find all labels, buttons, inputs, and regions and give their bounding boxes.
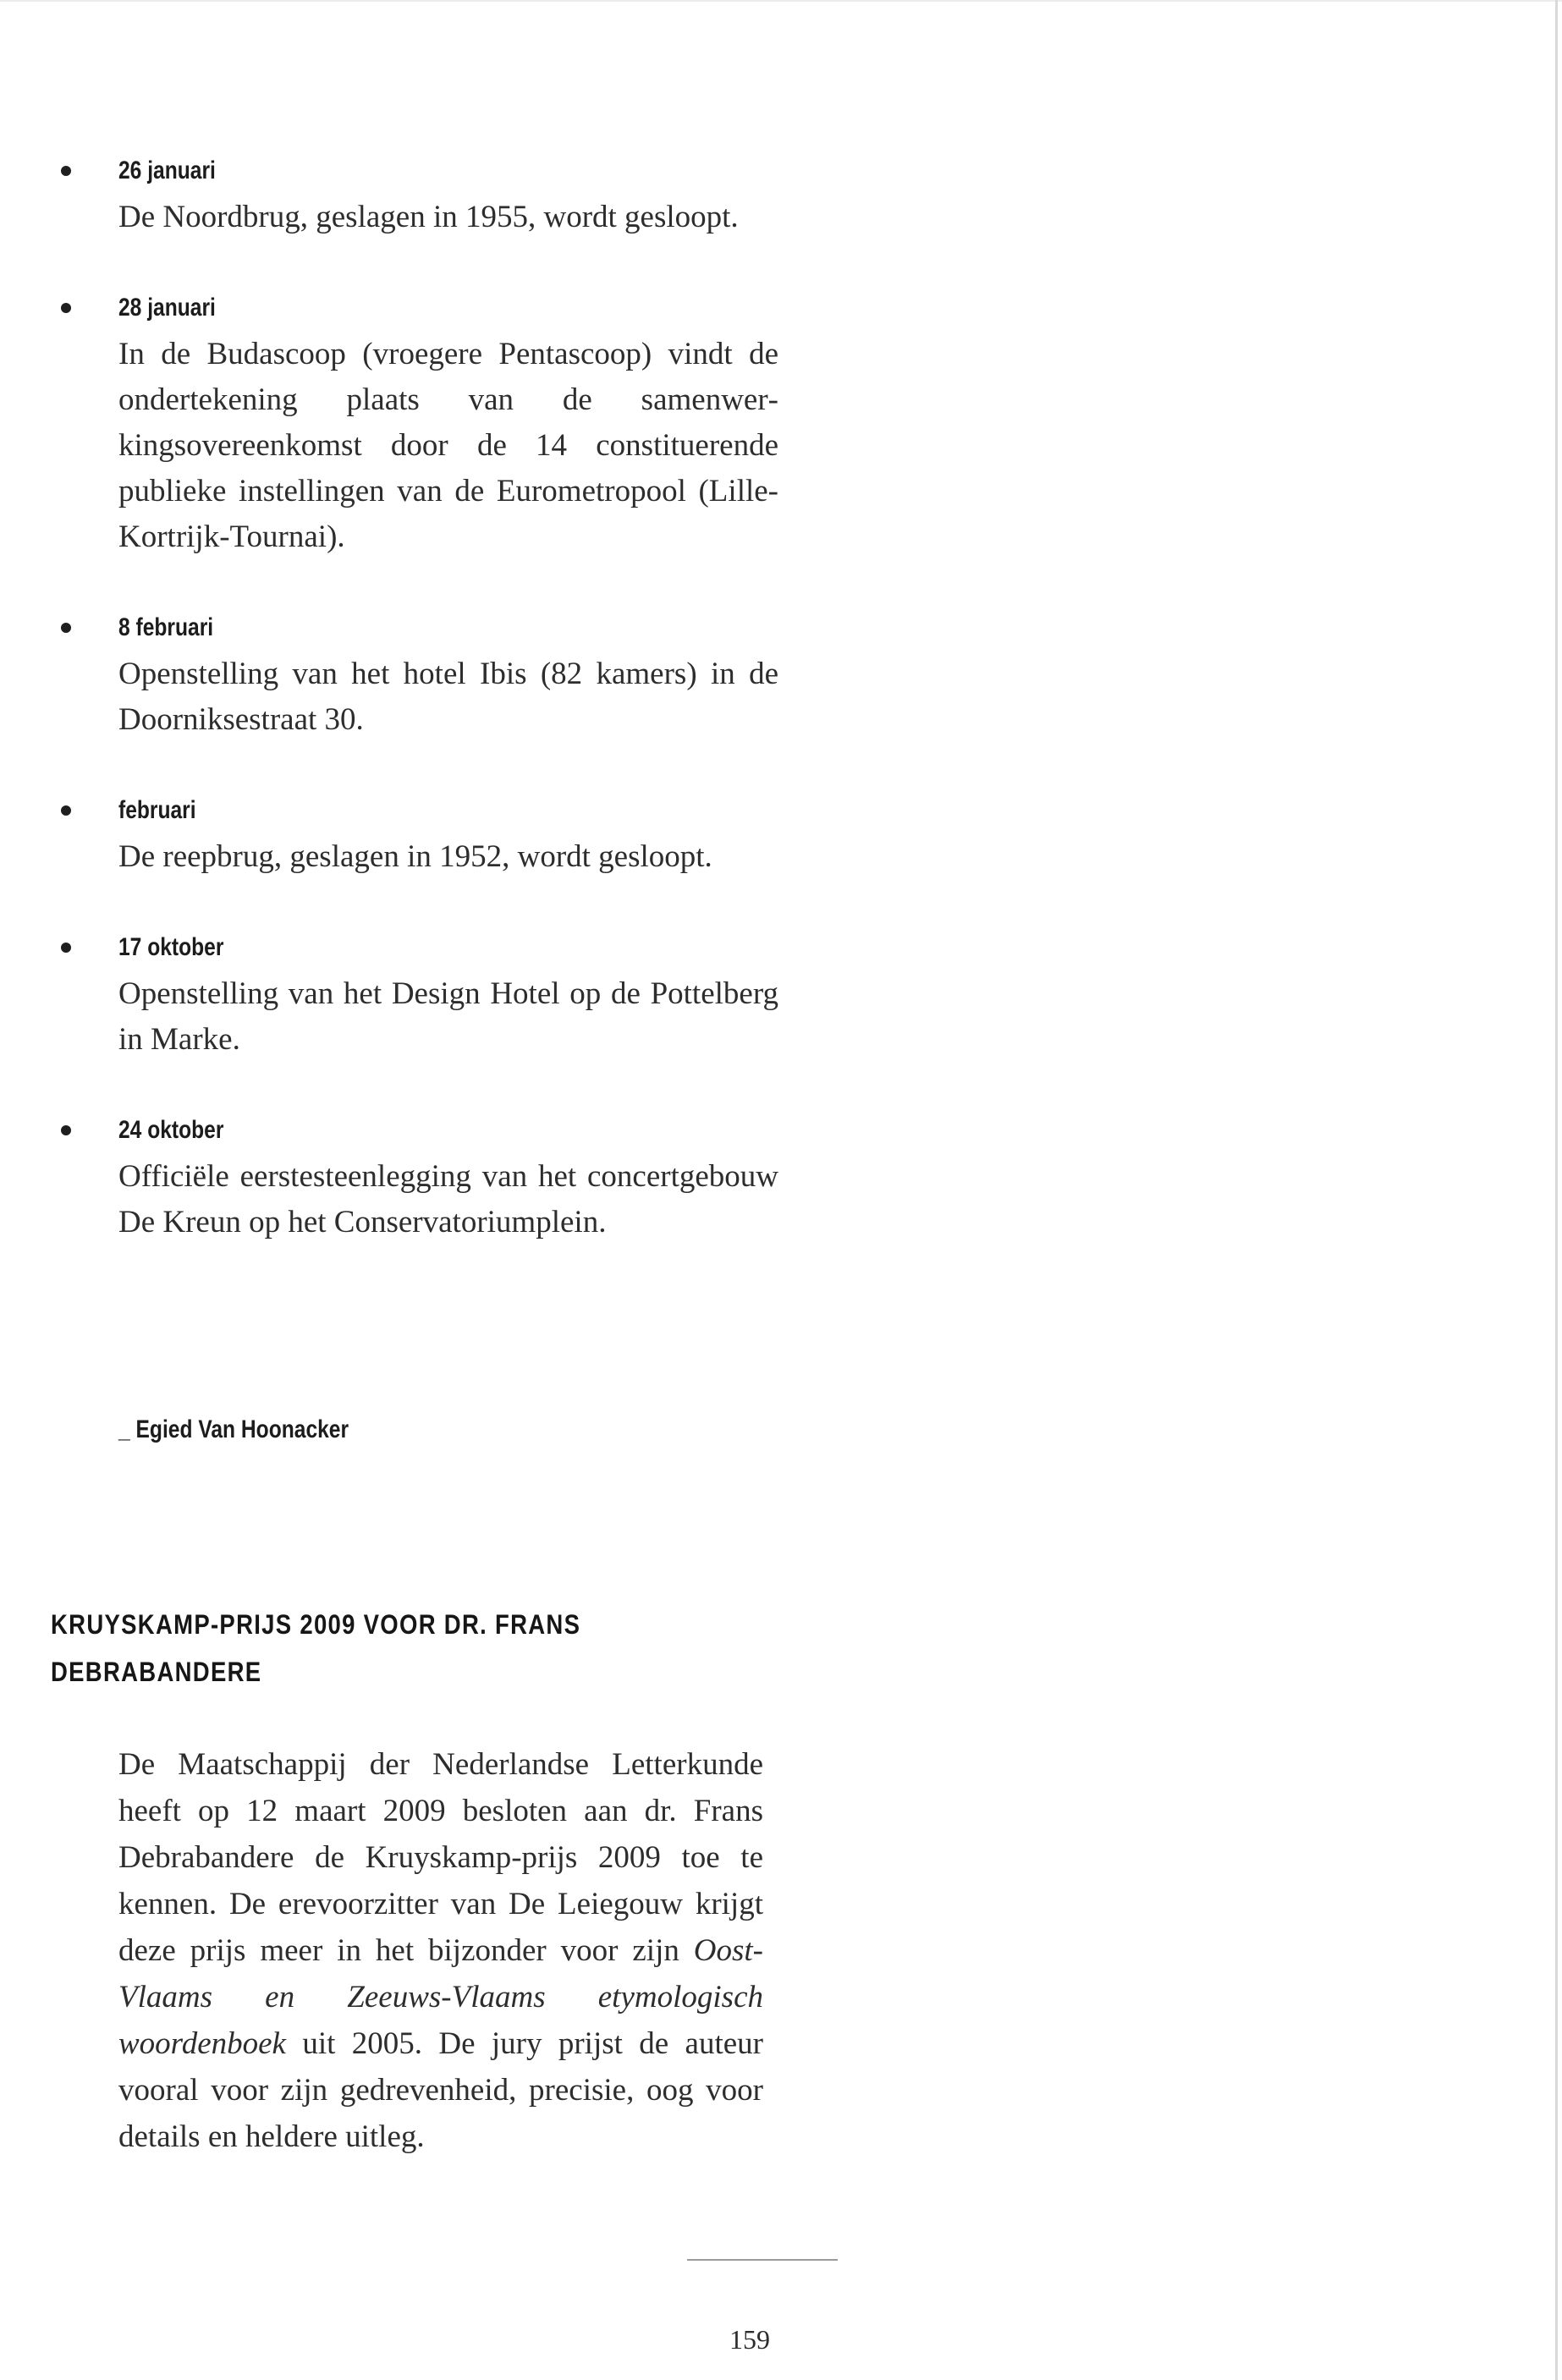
chronicle-entry [51,609,778,743]
article-heading [51,1601,812,1696]
entry-date: 24 oktober [118,1116,224,1144]
entry-date: 17 oktober [118,933,224,961]
entry-date: 26 januari [118,157,216,184]
chronicle-entry [51,152,778,240]
page-right-edge [1555,0,1558,2380]
entry-date: februari [118,796,196,824]
page-top-edge [0,0,1562,2]
footer-rule [687,2259,838,2261]
article-heading-line: DEBRABANDERE [51,1657,262,1687]
bullet-icon [61,303,71,313]
entry-date: 28 januari [118,294,216,322]
article-body-text: uit 2005. De jury prijst de auteur vooral voor zijn gedrevenheid, precisie, oog voor details en heldere uitleg. [118,2026,763,2154]
article-heading-line: KRUYSKAMP-PRIJS 2009 VOOR DR. FRANS [51,1609,581,1640]
chronicle-entry [51,929,778,1063]
book-title: Oost-Vlaams en Zeeuws-Vlaams etymologisch woordenboek [118,1933,763,2061]
bullet-icon [61,943,71,953]
entry-text: Openstelling van het hotel Ibis (82 kamers) in de Doorniksestraat 30. [118,657,778,737]
article-body [118,1741,763,2160]
entry-text: De reepbrug, geslagen in 1952, wordt gesloopt. [118,839,712,874]
bullet-icon [61,623,71,633]
bullet-icon [61,166,71,176]
entry-date: 8 februari [118,613,214,641]
bullet-icon [61,805,71,816]
bullet-icon [61,1125,71,1135]
author-signature: _ Egied Van Hoonacker [118,1415,349,1443]
entry-text: Officiële eerstesteenlegging van het concertgebouw De Kreun op het Conservatoriumplein. [118,1159,778,1239]
entry-text: De Noordbrug, geslagen in 1955, wordt gesloopt. [118,200,739,234]
chronicle-list [51,152,778,1294]
chronicle-entry [51,289,778,560]
chronicle-entry [51,792,778,880]
chronicle-entry [51,1112,778,1245]
entry-text: Openstelling van het Design Hotel op de Pottelberg in Marke. [118,976,778,1057]
entry-text: In de Budascoop (vroegere Pentascoop) vindt de ondertekening plaats van de samenwerkingsovereenkomst door de 14 constituerende publieke instellingen van de Eurometropool (Lille-Kortrijk-Tournai). [118,337,778,554]
article-body-text: De Maatschappij der Nederlandse Letterkunde heeft op 12 maart 2009 besloten aan dr. Frans Debrabandere de Kruyskamp-prijs 2009 toe te kennen. De erevoorzitter van De Leiegouw krijgt deze prijs meer in het bijzonder voor zijn [118,1747,763,1968]
page-number: 159 [729,2324,770,2355]
